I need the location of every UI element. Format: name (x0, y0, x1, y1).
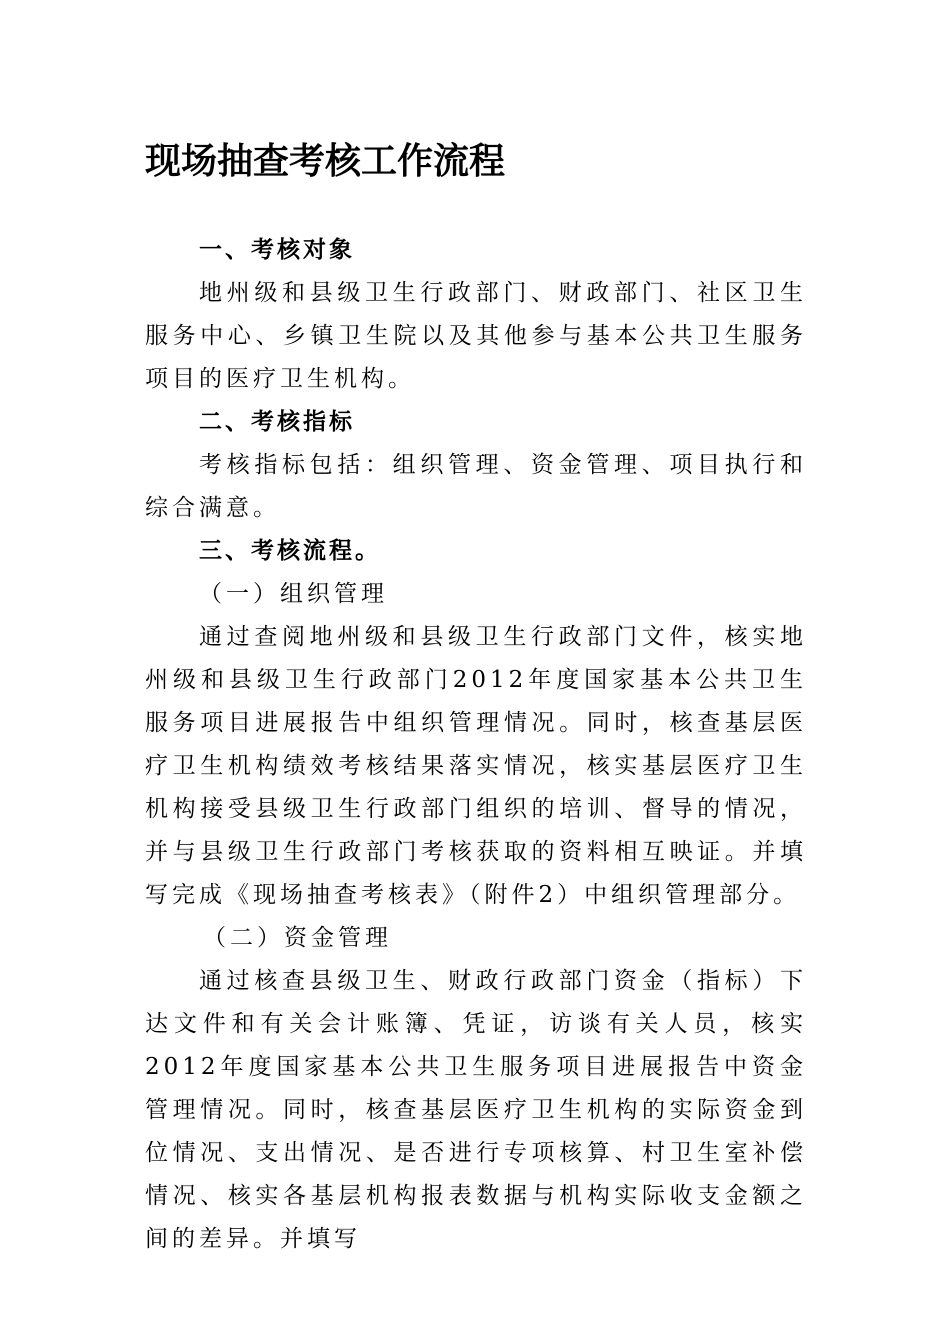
subsection-heading-organization: （一）组织管理 (199, 581, 388, 607)
section-heading-objects: 一、考核对象 (199, 237, 355, 263)
section-heading-indicators: 二、考核指标 (199, 409, 355, 435)
subsection-heading-funds: （二）资金管理 (203, 925, 392, 951)
section-heading-process: 三、考核流程。 (199, 538, 381, 564)
section-paragraph-objects: 地州级和县级卫生行政部门、财政部门、社区卫生服务中心、乡镇卫生院以及其他参与基本公共卫生服务项目的医疗卫生机构。 (145, 280, 807, 392)
subsection-paragraph-organization: 通过查阅地州级和县级卫生行政部门文件，核实地州级和县级卫生行政部门2012年度国家基本公共卫生服务项目进展报告中组织管理情况。同时，核查基层医疗卫生机构绩效考核结果落实情况，核实基层医疗卫生机构接受县级卫生行政部门组织的培训、督导的情况，并与县级卫生行政部门考核获取的资料相互映证。并填写完成《现场抽查考核表》（附件2）中组织管理部分。 (145, 624, 807, 908)
document-body (145, 229, 807, 1261)
document-title: 现场抽查考核工作流程 (145, 141, 506, 182)
subsection-paragraph-funds: 通过核查县级卫生、财政行政部门资金（指标）下达文件和有关会计账簿、凭证，访谈有关人员，核实2012年度国家基本公共卫生服务项目进展报告中资金管理情况。同时，核查基层医疗卫生机构的实际资金到位情况、支出情况、是否进行专项核算、村卫生室补偿情况、核实各基层机构报表数据与机构实际收支金额之间的差异。并填写 (145, 968, 807, 1252)
section-paragraph-indicators: 考核指标包括：组织管理、资金管理、项目执行和综合满意。 (145, 452, 807, 521)
